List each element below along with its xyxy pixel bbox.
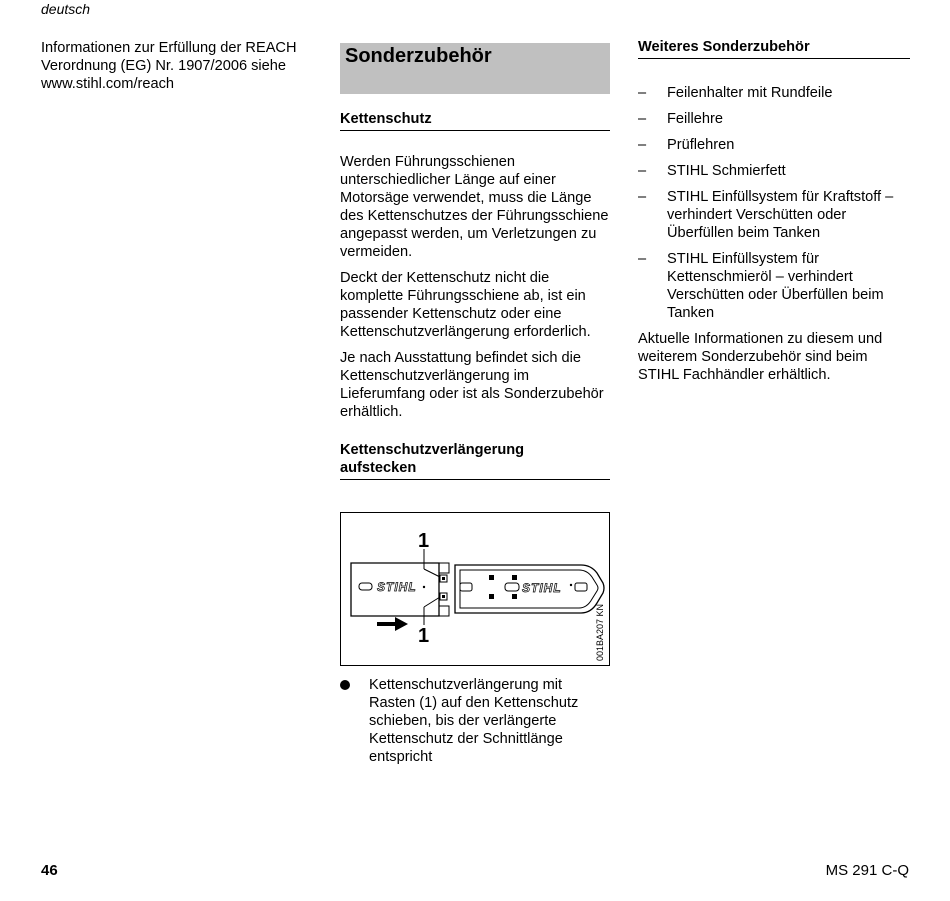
kettenschutz-paragraph-3: Je nach Ausstattung befindet sich die Kettenschutzverlängerung im Lieferumfang oder ist als Sonderzubehör erhältlich.: [340, 350, 604, 420]
page-number: 46: [41, 862, 58, 879]
reach-line-2: Verordnung (EG) Nr. 1907/2006 siehe: [41, 58, 287, 74]
model-name: MS 291 C-Q: [825, 862, 909, 879]
extension-heading-line-2: aufstecken: [340, 460, 417, 476]
kettenschutz-paragraph-2: Deckt der Kettenschutz nicht die komplette Führungsschiene ab, ist ein passender Kettenschutz oder eine Kettenschutzverlängerung erforderlich.: [340, 270, 591, 340]
reach-line-1: Informationen zur Erfüllung der REACH: [41, 40, 297, 56]
instruction-text: Kettenschutzverlängerung mit Rasten (1) auf den Kettenschutz schieben, bis der verlängerte Kettenschutz der Schnittlänge entspricht: [369, 677, 579, 765]
extension-heading-line-1: Kettenschutzverlängerung: [340, 442, 525, 458]
figure-code: 001BA207 KN: [595, 603, 605, 661]
callout-label-top: 1: [418, 530, 430, 552]
dash-icon: –: [638, 85, 647, 101]
arrow-right-icon: [377, 617, 408, 631]
list-item: – Feillehre: [638, 111, 723, 127]
bullet-dot-icon: [340, 680, 350, 690]
dash-icon: –: [638, 251, 647, 267]
weiteres-note: Aktuelle Informationen zu diesem und weiterem Sonderzubehör sind beim STIHL Fachhändler erhältlich.: [638, 331, 883, 383]
reach-line-3: www.stihl.com/reach: [41, 76, 175, 92]
kettenschutz-paragraph-1: Werden Führungsschienen unterschiedlicher Länge auf einer Motorsäge verwendet, muss die Länge des Kettenschutzes der Führungsschiene angepasst werden, um Verletzungen zu vermeiden.: [340, 154, 609, 260]
instruction-item: [340, 676, 610, 766]
sonderzubehoer-column: [340, 43, 610, 766]
list-item: – Prüflehren: [638, 137, 735, 153]
brand-logo-right: STIHL: [522, 581, 562, 595]
list-item: – STIHL Schmierfett: [638, 163, 786, 179]
chain-guard-figure: [340, 512, 610, 666]
section-title: Sonderzubehör: [340, 43, 610, 94]
dash-icon: –: [638, 111, 647, 127]
list-item: – Feilenhalter mit Rundfeile: [638, 85, 833, 101]
header-language: deutsch: [41, 1, 91, 17]
chain-guard-illustration: [341, 513, 608, 664]
dash-icon: –: [638, 137, 647, 153]
weiteres-column: [638, 38, 910, 384]
callout-label-bottom: 1: [418, 625, 430, 647]
extension-heading: [340, 441, 610, 480]
accessory-list: [638, 84, 910, 322]
brand-logo-left: STIHL: [377, 580, 417, 594]
list-item: – STIHL Einfüllsystem für Kettenschmieröl – verhindert Verschütten oder Überfüllen beim Tanken: [638, 251, 884, 321]
weiteres-heading: Weiteres Sonderzubehör: [638, 38, 910, 59]
dash-icon: –: [638, 189, 647, 205]
dash-icon: –: [638, 163, 647, 179]
kettenschutz-heading: Kettenschutz: [340, 110, 610, 131]
reach-info: [41, 39, 316, 93]
list-item: – STIHL Einfüllsystem für Kraftstoff – verhindert Verschütten oder Überfüllen beim Tanken: [638, 189, 894, 241]
